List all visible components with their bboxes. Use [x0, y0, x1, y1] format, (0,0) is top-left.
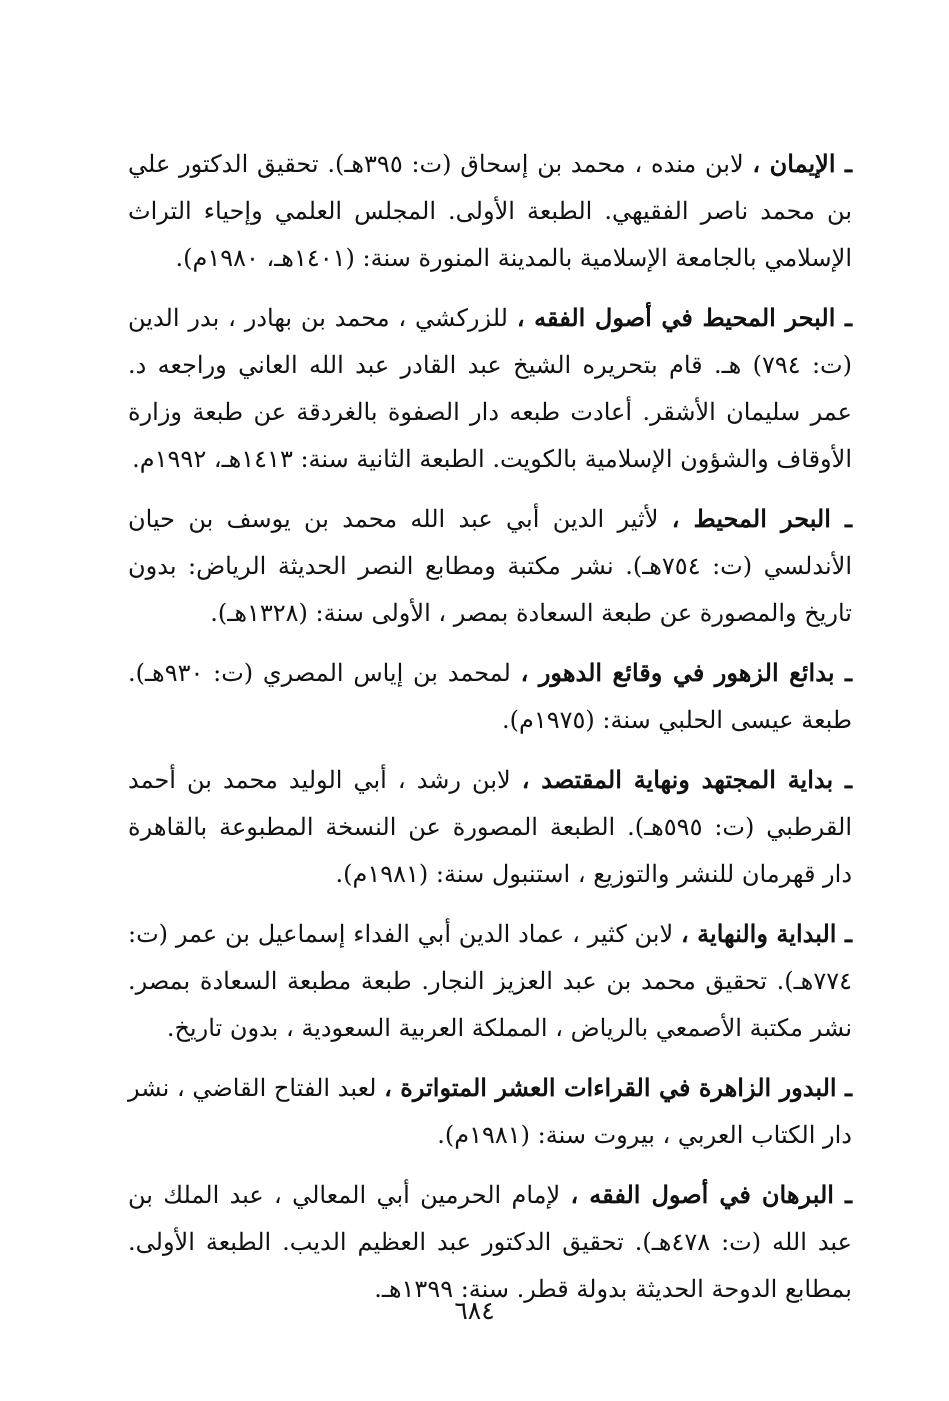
- bibliography-entry-badai-zuhur: [128, 649, 852, 744]
- bibliography-page: [128, 140, 852, 1325]
- bibliography-entry-bidaya-nihaya: [128, 910, 852, 1052]
- entry-details: لابن رشد ، أبي الوليد محمد بن أحمد القرطبي (ت: ٥٩٥هـ). الطبعة المصورة عن النسخة المطبوعة بالقاهرة دار قهرمان للنشر والتوزيع ، استنبول سنة: (١٩٨١م).: [128, 766, 852, 888]
- entry-title: ـ البدور الزاهرة في القراءات العشر المتواترة ،: [384, 1073, 853, 1102]
- entry-title: ـ الإيمان ،: [752, 149, 853, 178]
- entry-details: لابن منده ، محمد بن إسحاق (ت: ٣٩٥هـ). تحقيق الدكتور علي بن محمد ناصر الفقيهي. الطبعة الأولى. المجلس العلمي وإحياء التراث الإسلامي بالجامعة الإسلامية بالمدينة المنورة سنة: (١٤٠١هـ، ١٩٨٠م).: [128, 150, 853, 272]
- entry-title: ـ البداية والنهاية ،: [680, 919, 852, 948]
- entry-details: لعبد الفتاح القاضي ، نشر دار الكتاب العربي ، بيروت سنة: (١٩٨١م).: [128, 1074, 852, 1149]
- page-number: ٦٨٤: [454, 1296, 495, 1325]
- entry-title: ـ البحر المحيط في أصول الفقه ،: [516, 303, 852, 332]
- bibliography-entry-bidayat-mujtahid: [128, 756, 852, 898]
- bibliography-entry-burhan: [128, 1171, 852, 1313]
- entry-title: ـ بدائع الزهور في وقائع الدهور ،: [520, 658, 852, 687]
- entry-details: لمحمد بن إياس المصري (ت: ٩٣٠هـ). طبعة عيسى الحلبي سنة: (١٩٧٥م).: [128, 659, 852, 734]
- entry-details: لإمام الحرمين أبي المعالي ، عبد الملك بن عبد الله (ت: ٤٧٨هـ). تحقيق الدكتور عبد العظيم الديب. الطبعة الأولى. بمطابع الدوحة الحديثة بدولة قطر. سنة: ١٣٩٩هـ.: [128, 1181, 852, 1303]
- bibliography-entry-bahr-muhit: [128, 495, 852, 637]
- entry-title: ـ البرهان في أصول الفقه ،: [570, 1180, 853, 1209]
- entry-details: لأثير الدين أبي عبد الله محمد بن يوسف بن حيان الأندلسي (ت: ٧٥٤هـ). نشر مكتبة ومطابع النصر الحديثة الرياض: بدون تاريخ والمصورة عن طبعة السعادة بمصر ، الأولى سنة: (١٣٢٨هـ).: [128, 505, 853, 627]
- entry-title: ـ بداية المجتهد ونهاية المقتصد ،: [521, 765, 852, 794]
- bibliography-entry-budur-zahira: [128, 1064, 852, 1159]
- entry-details: للزركشي ، محمد بن بهادر ، بدر الدين (ت: ٧٩٤) هـ. قام بتحريره الشيخ عبد القادر عبد الله العاني وراجعه د. عمر سليمان الأشقر. أعادت طبعه دار الصفوة بالغردقة عن طبعة وزارة الأوقاف والشؤون الإسلامية بالكويت. الطبعة الثانية سنة: ١٤١٣هـ، ١٩٩٢م.: [128, 304, 853, 473]
- entry-details: لابن كثير ، عماد الدين أبي الفداء إسماعيل بن عمر (ت: ٧٧٤هـ). تحقيق محمد بن عبد العزيز النجار. طبعة مطبعة السعادة بمصر. نشر مكتبة الأصمعي بالرياض ، المملكة العربية السعودية ، بدون تاريخ.: [128, 920, 852, 1042]
- bibliography-entry-bahr-usul: [128, 294, 852, 483]
- entry-title: ـ البحر المحيط ،: [671, 504, 853, 533]
- bibliography-entry-iman: [128, 140, 852, 282]
